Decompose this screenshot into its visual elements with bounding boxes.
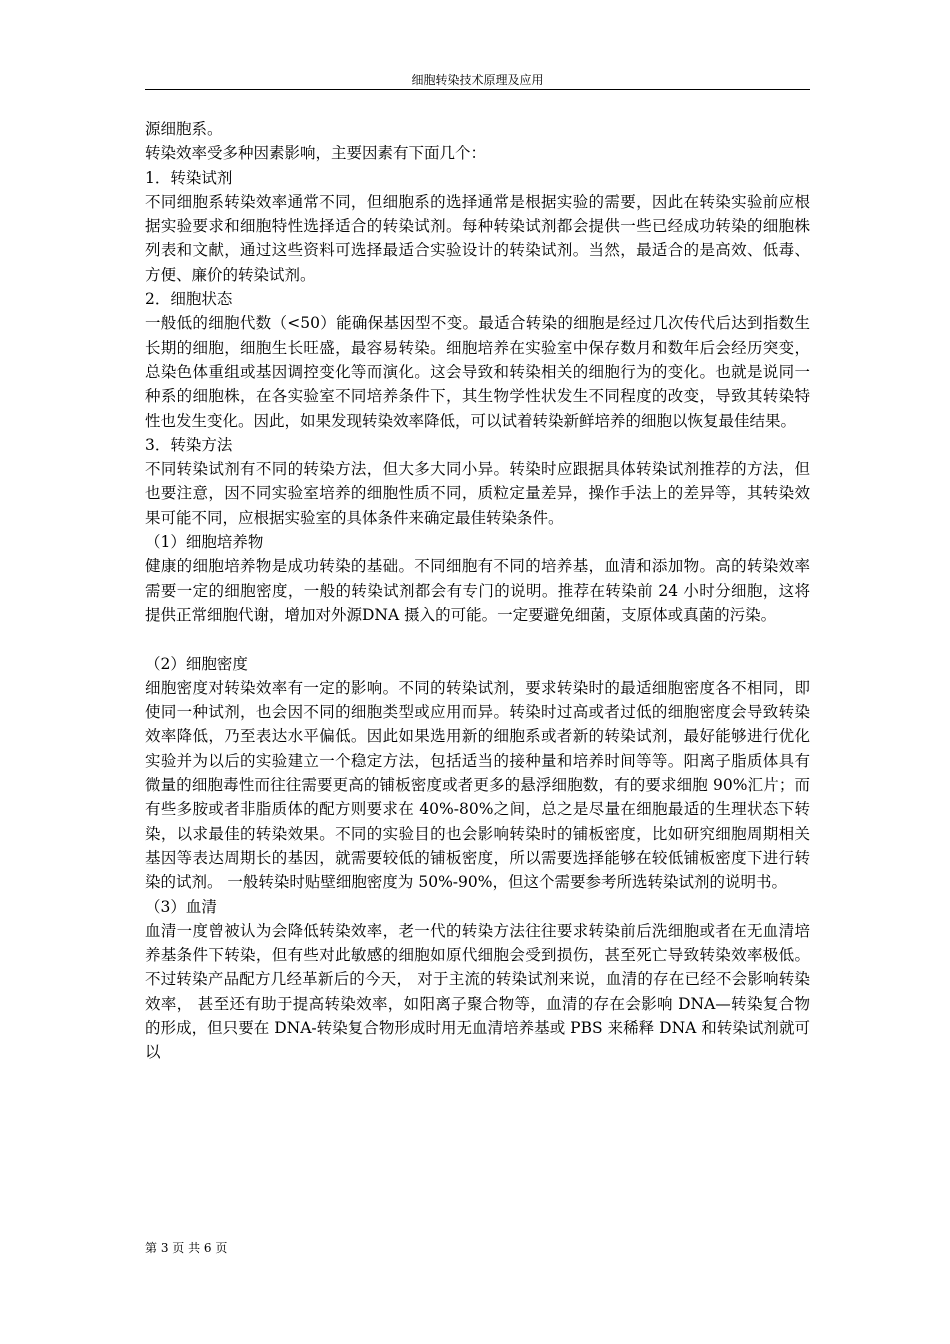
paragraph-intro: 转染效率受多种因素影响，主要因素有下面几个： <box>145 144 487 163</box>
blank-line <box>145 627 810 651</box>
section-heading-cell-state: 2．细胞状态 <box>145 290 233 309</box>
page-header: 细胞转染技术原理及应用 <box>411 73 544 87</box>
page-footer: 第 3 页 共 6 页 <box>145 1241 228 1255</box>
paragraph-reagent: 不同细胞系转染效率通常不同，但细胞系的选择通常是根据实验的需要，因此在转染实验前应根据实验要求和细胞特性选择适合的转染试剂。每种转染试剂都会提供一些已经成功转染的细胞株列表和文献，通过这些资料可选择最适合实验设计的转染试剂。当然，最适合的是高效、低毒、方便、廉价的转染试剂。 <box>145 192 810 284</box>
section-heading-reagent: 1．转染试剂 <box>145 168 233 187</box>
subheading-serum: （3）血清 <box>145 897 217 916</box>
paragraph-density: 细胞密度对转染效率有一定的影响。不同的转染试剂，要求转染时的最适细胞密度各不相同，即使同一种试剂，也会因不同的细胞类型或应用而异。转染时过高或者过低的细胞密度会导致转染效率降低，乃至表达水平偏低。因此如果选用新的细胞系或者新的转染试剂，最好能够进行优化实验并为以后的实验建立一个稳定方法，包括适当的接种量和培养时间等等。阳离子脂质体具有微量的细胞毒性而往往需要更高的铺板密度或者更多的悬浮细胞数，有的要求细胞 90%汇片；而有些多胺或者非脂质体的配方则要求在 40%-80%之间，总之是尽量在细胞最适的生理状态下转染，以求最佳的转染效果。不同的实验目的也会影响转染时的铺板密度，比如研究细胞周期相关基因等表达周期长的基因，就需要较低的铺板密度，所以需要选择能够在较低铺板密度下进行转染的试剂。 一般转染时贴壁细胞密度为 50%-90%，但这个需要参考所选转染试剂的说明书。 <box>145 678 810 892</box>
paragraph-method: 不同转染试剂有不同的转染方法，但大多大同小异。转染时应跟据具体转染试剂推荐的方法，但也要注意，因不同实验室培养的细胞性质不同，质粒定量差异，操作手法上的差异等，其转染效果可能不同，应根据实验室的具体条件来确定最佳转染条件。 <box>145 460 810 527</box>
paragraph-cell-state: 一般低的细胞代数（<50）能确保基因型不变。最适合转染的细胞是经过几次传代后达到指数生长期的细胞，细胞生长旺盛，最容易转染。细胞培养在实验室中保存数月和数年后会经历突变，总染色体重组或基因调控变化等而演化。这会导致和转染相关的细胞行为的变化。也就是说同一种系的细胞株，在各实验室不同培养条件下，其生物学性状发生不同程度的改变，导致其转染特性也发生变化。因此，如果发现转染效率降低，可以试着转染新鲜培养的细胞以恢复最佳结果。 <box>145 314 810 430</box>
page-body <box>145 117 810 1065</box>
section-heading-method: 3．转染方法 <box>145 435 233 454</box>
paragraph-culture: 健康的细胞培养物是成功转染的基础。不同细胞有不同的培养基，血清和添加物。高的转染效率需要一定的细胞密度，一般的转染试剂都会有专门的说明。推荐在转染前 24 小时分细胞，这将提供正常细胞代谢，增加对外源DNA 摄入的可能。一定要避免细菌，支原体或真菌的污染。 <box>145 557 810 624</box>
header-rule <box>145 89 810 90</box>
subheading-culture: （1）细胞培养物 <box>145 533 264 552</box>
paragraph-continuation: 源细胞系。 <box>145 120 223 138</box>
subheading-density: （2）细胞密度 <box>145 654 248 673</box>
paragraph-serum: 血清一度曾被认为会降低转染效率，老一代的转染方法往往要求转染前后洗细胞或者在无血清培养基条件下转染，但有些对此敏感的细胞如原代细胞会受到损伤，甚至死亡导致转染效率极低。 不过转染产品配方几经革新后的今天， 对于主流的转染试剂来说，血清的存在已经不会影响转染效率， 甚至还有助于提高转染效率，如阳离子聚合物等，血清的存在会影响 DNA—转染复合物的形成，但只要在 DNA-转染复合物形成时用无血清培养基或 PBS 来稀释 DNA 和转染试剂就可以 <box>145 921 810 1062</box>
